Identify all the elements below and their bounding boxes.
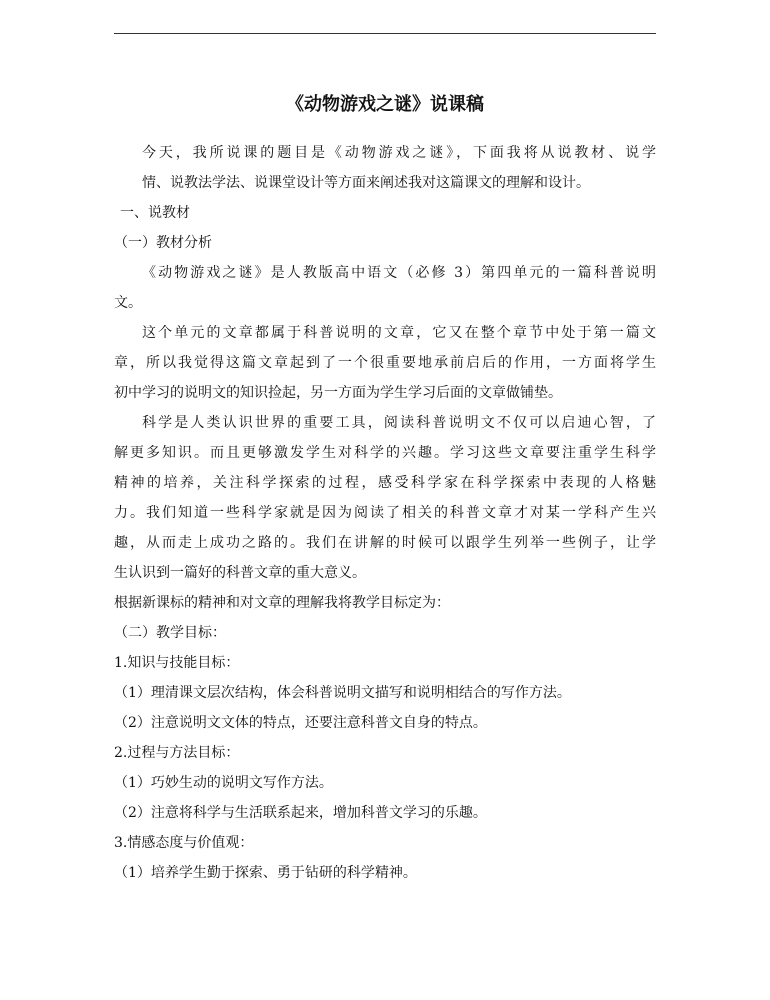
paragraph-2-line-1: 这个单元的文章都属于科普说明的文章，它又在整个章节中处于第一篇文: [142, 325, 656, 341]
paragraph-1-cont: [114, 288, 656, 318]
subsection-heading-1: （一）教材分析: [114, 235, 212, 251]
document-title: 《动物游戏之谜》说课稿: [286, 94, 484, 115]
intro-line-1: 今天，我所说课的题目是《动物游戏之谜》，下面我将从说教材、说学: [142, 145, 656, 161]
paragraph-2-line-3: 初中学习的说明文的知识捡起，另一方面为学生学习后面的文章做铺垫。: [114, 385, 562, 401]
paragraph-2: [114, 318, 656, 348]
section-heading-1: 一、说教材: [120, 205, 190, 221]
goal-2-heading: 2.过程与方法目标：: [114, 745, 240, 761]
goal-3-heading: 3.情感态度与价值观：: [114, 835, 254, 851]
paragraph-1-line-2: 文。: [114, 295, 142, 311]
header-rule: [114, 33, 656, 34]
subsection-heading-2: （二）教学目标：: [114, 625, 226, 641]
goal-1-heading: 1.知识与技能目标：: [114, 655, 240, 671]
paragraph-3-line-1: 科学是人类认识世界的重要工具，阅读科普说明文不仅可以启迪心智，了: [142, 415, 656, 431]
paragraph-1: [114, 258, 656, 288]
paragraph-3-line-3: 精神的培养，关注科学探索的过程，感受科学家在科学探索中表现的人格魅: [114, 475, 656, 491]
paragraph-3-line-2: 解更多知识。而且更够激发学生对科学的兴趣。学习这些文章要注重学生科学: [114, 445, 656, 461]
goal-2-item-2: （2）注意将科学与生活联系起来，增加科普文学习的乐趣。: [114, 805, 487, 821]
goal-2-item-1: （1）巧妙生动的说明文写作方法。: [114, 775, 333, 791]
document-page: [114, 90, 656, 888]
paragraph-3-line-5: 趣，从而走上成功之路的。我们在讲解的时候可以跟学生列举一些例子，让学: [114, 535, 656, 551]
paragraph-1-line-1: 《动物游戏之谜》是人教版高中语文（必修 3）第四单元的一篇科普说明: [142, 265, 656, 281]
paragraph-3-cont: [114, 438, 656, 588]
paragraph-4: 根据新课标的精神和对文章的理解我将教学目标定为：: [114, 595, 450, 611]
intro-line-2: 情、说教法学法、说课堂设计等方面来阐述我对这篇课文的理解和设计。: [142, 175, 590, 191]
goal-1-item-2: （2）注意说明文文体的特点，还要注意科普文自身的特点。: [114, 715, 487, 731]
goal-3-item-1: （1）培养学生勤于探索、勇于钻研的科学精神。: [114, 865, 417, 881]
goal-1-item-1: （1）理清课文层次结构，体会科普说明文描写和说明相结合的写作方法。: [114, 685, 571, 701]
paragraph-2-cont: [114, 348, 656, 408]
paragraph-3-line-6: 生认识到一篇好的科普文章的重大意义。: [114, 565, 366, 581]
intro-paragraph: [114, 138, 656, 198]
paragraph-2-line-2: 章，所以我觉得这篇文章起到了一个很重要地承前启后的作用，一方面将学生: [114, 355, 656, 371]
paragraph-3: [114, 408, 656, 438]
paragraph-3-line-4: 力。我们知道一些科学家就是因为阅读了相关的科普文章才对某一学科产生兴: [114, 505, 656, 521]
